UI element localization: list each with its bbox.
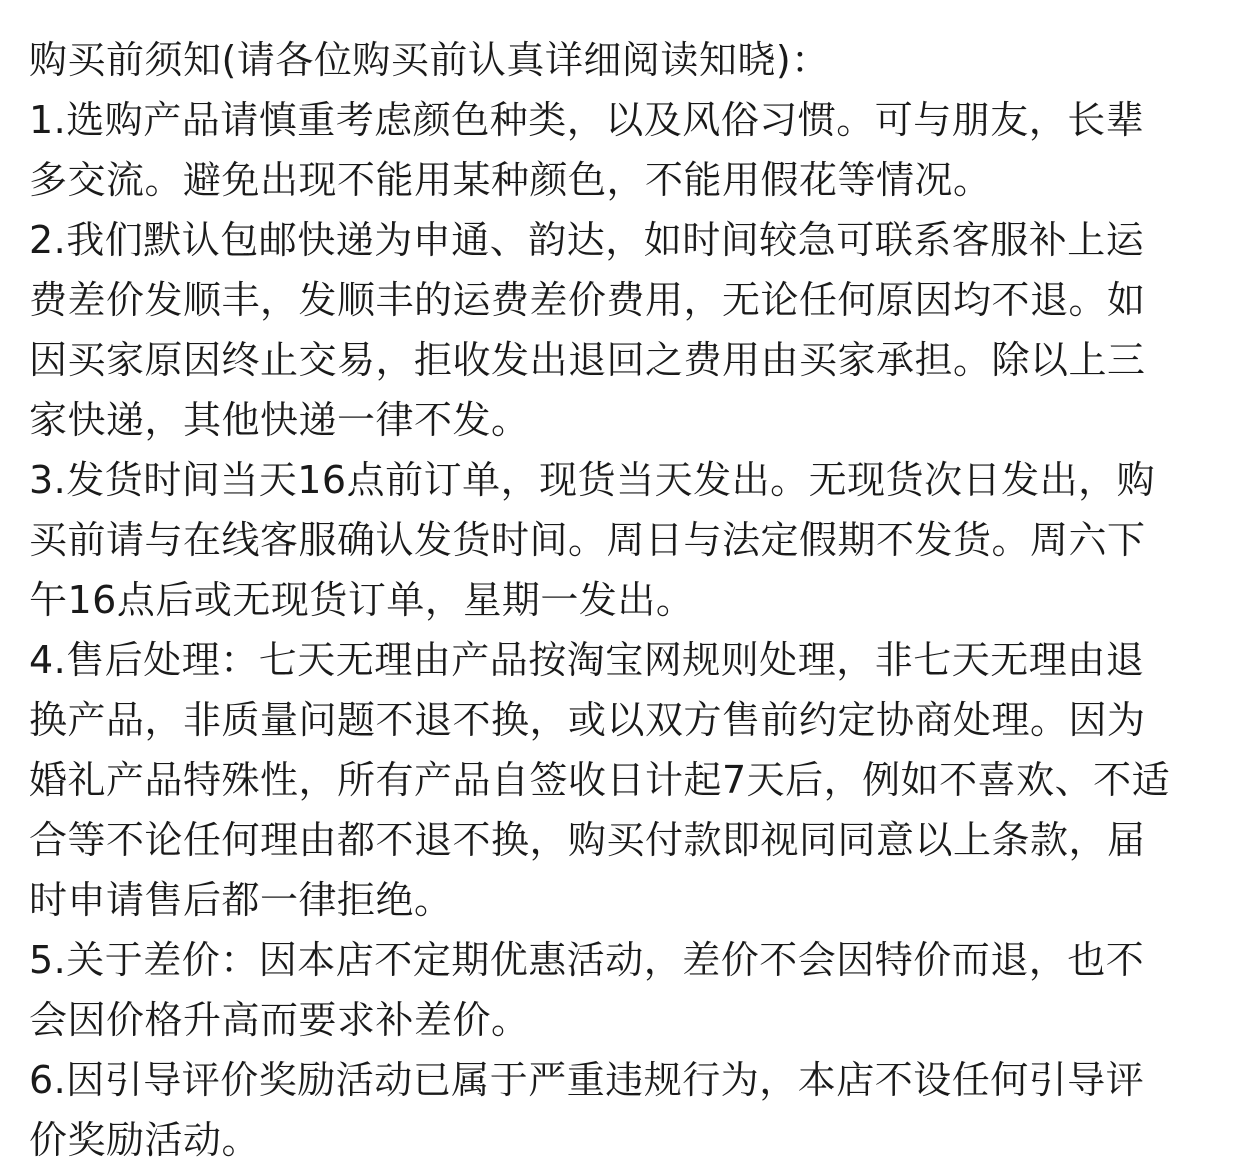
purchase-notice (29, 30, 1215, 1170)
notice-line: 买前请与在线客服确认发货时间。周日与法定假期不发货。周六下 (29, 518, 1146, 562)
notice-line: 因买家原因终止交易，拒收发出退回之费用由买家承担。除以上三 (29, 338, 1146, 382)
notice-line: 5.关于差价：因本店不定期优惠活动，差价不会因特价而退，也不 (29, 938, 1145, 982)
notice-line: 多交流。避免出现不能用某种颜色，不能用假花等情况。 (29, 158, 992, 202)
notice-line: 午16点后或无现货订单，星期一发出。 (29, 578, 695, 622)
notice-line: 合等不论任何理由都不退不换，购买付款即视同同意以上条款，届 (29, 818, 1146, 862)
notice-line: 换产品，非质量问题不退不换，或以双方售前约定协商处理。因为 (29, 698, 1146, 742)
notice-line: 1.选购产品请慎重考虑颜色种类，以及风俗习惯。可与朋友，长辈 (29, 98, 1145, 142)
notice-title: 购买前须知(请各位购买前认真详细阅读知晓)： (29, 38, 830, 82)
notice-line: 家快递，其他快递一律不发。 (29, 398, 530, 442)
notice-line: 时申请售后都一律拒绝。 (29, 878, 453, 922)
notice-line: 3.发货时间当天16点前订单，现货当天发出。无现货次日发出，购 (29, 458, 1156, 502)
notice-line: 价奖励活动。 (29, 1118, 261, 1162)
notice-line: 4.售后处理：七天无理由产品按淘宝网规则处理，非七天无理由退 (29, 638, 1145, 682)
notice-line: 婚礼产品特殊性，所有产品自签收日计起7天后，例如不喜欢、不适 (29, 758, 1171, 802)
notice-line: 2.我们默认包邮快递为申通、韵达，如时间较急可联系客服补上运 (29, 218, 1145, 262)
notice-line: 费差价发顺丰，发顺丰的运费差价费用，无论任何原因均不退。如 (29, 278, 1146, 322)
notice-line: 6.因引导评价奖励活动已属于严重违规行为，本店不设任何引导评 (29, 1058, 1145, 1102)
notice-line: 会因价格升高而要求补差价。 (29, 998, 530, 1042)
